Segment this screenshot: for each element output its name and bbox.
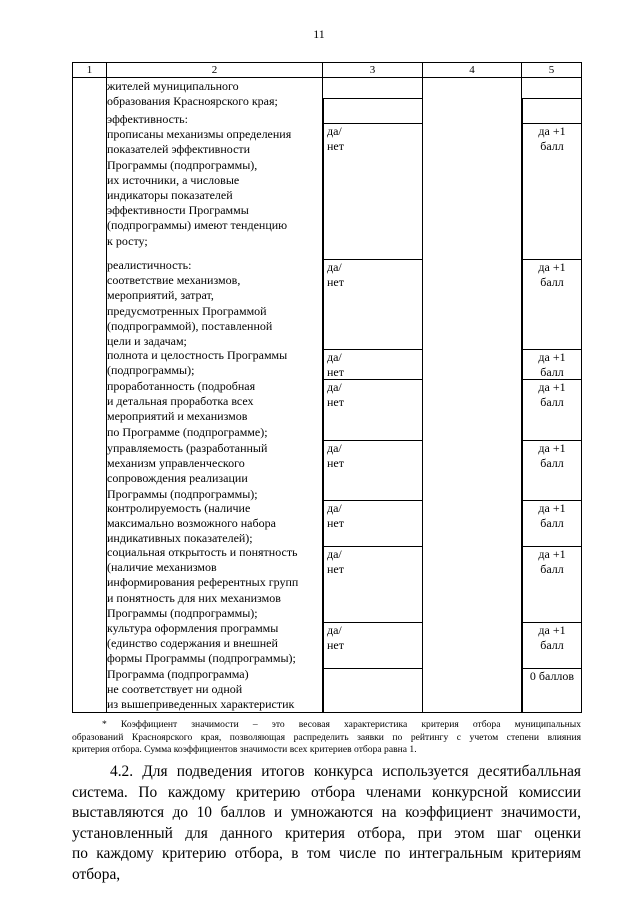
answer-text: да/нет (327, 350, 344, 379)
answer-text: да/нет (327, 547, 344, 576)
column-4-cell (423, 78, 522, 713)
answer-text: да/нет (327, 260, 344, 289)
answer-text: да/нет (327, 501, 344, 530)
paragraph-line: система. По каждому критерию отбора членами конкурсной комиссии (72, 783, 581, 801)
answer-text: да/нет (327, 441, 344, 470)
paragraph-line: установленный для данного критерия отбора, при этом шаг оценки (72, 824, 581, 842)
footnote-line: образований Красноярского края, позволяющая распределить заявки по рейтингу с учетом степени влияния (72, 731, 581, 743)
points-text: да +1 балл (538, 260, 566, 289)
answer-text: да/нет (327, 380, 344, 409)
column-header-1: 1 (73, 63, 107, 78)
column-1-cell (73, 78, 575, 713)
answer-text: да/нет (327, 124, 344, 153)
criterion-text: культура оформления программы (единство содержания и внешней формы Программы (подпрограммы); (107, 621, 296, 666)
column-header-5: 5 (522, 63, 582, 78)
points-text: 0 баллов (529, 669, 575, 683)
column-header-4: 4 (423, 63, 522, 78)
points-text: да +1 балл (538, 501, 566, 530)
column-5-cell (522, 78, 582, 713)
answer-text: да/нет (327, 623, 344, 652)
criterion-text: управляемость (разработанный механизм управленческого сопровождения реализации Программы (подпрограммы); (107, 441, 268, 501)
paragraph-line: 4.2. Для подведения итогов конкурса используется десятибалльная (110, 763, 581, 780)
criterion-text: реалистичность: соответствие механизмов, мероприятий, затрат, предусмотренных Программой (подпрограммой), поставленной цели и задачам; (107, 258, 273, 349)
criteria-table (72, 62, 582, 713)
table-header-row (73, 63, 582, 78)
points-text: да +1 балл (538, 380, 566, 409)
footnote (72, 719, 581, 757)
column-header-2: 2 (107, 63, 323, 78)
criterion-text: жителей муниципального образования Красноярского края; (107, 79, 278, 109)
footnote-line: критерия отбора. Сумма коэффициентов значимости всех критериев отбора равна 1. (72, 744, 417, 756)
footnote-line: * Коэффициент значимости – это весовая характеристика критерия отбора муниципальных (102, 719, 581, 730)
criterion-text: эффективность: прописаны механизмы определения показателей эффективности Программы (подпрограммы), их источники, а числовые индикаторы показателей эффективности Программы (подпрограммы) имеют тенденцию к росту; (107, 112, 292, 248)
column-header-3: 3 (323, 63, 423, 78)
paragraph-line: по каждому критерию отбора, в том числе по интегральным критериям отбора, (72, 845, 581, 883)
points-text: да +1 балл (538, 124, 566, 153)
column-2-cell (107, 78, 323, 713)
criterion-text: Программа (подпрограмма) не соответствует ни одной из вышеприведенных характеристик (107, 667, 295, 712)
criterion-text: контролируемость (наличие максимально возможного набора индикативных показателей); (107, 501, 276, 546)
criterion-text: проработанность (подробная и детальная проработка всех мероприятий и механизмов по Программе (подпрограмме); (107, 379, 268, 439)
criteria-rows (73, 78, 575, 712)
points-text: да +1 балл (538, 547, 566, 576)
paragraph-line: выставляются до 10 баллов и умножаются на коэффициент значимости, (72, 804, 581, 822)
page-number: 11 (313, 27, 325, 41)
table-body-row (73, 78, 582, 713)
points-text: да +1 балл (538, 350, 566, 379)
points-text: да +1 балл (538, 623, 566, 652)
column-3-cell (323, 78, 423, 713)
criterion-text: социальная открытость и понятность (наличие механизмов информирования референтных групп и понятность для них механизмов Программы (подпрограммы); (107, 545, 299, 620)
paragraph-4-2 (72, 762, 581, 883)
criterion-text: полнота и целостность Программы (подпрограммы); (107, 348, 288, 378)
points-text: да +1 балл (538, 441, 566, 470)
